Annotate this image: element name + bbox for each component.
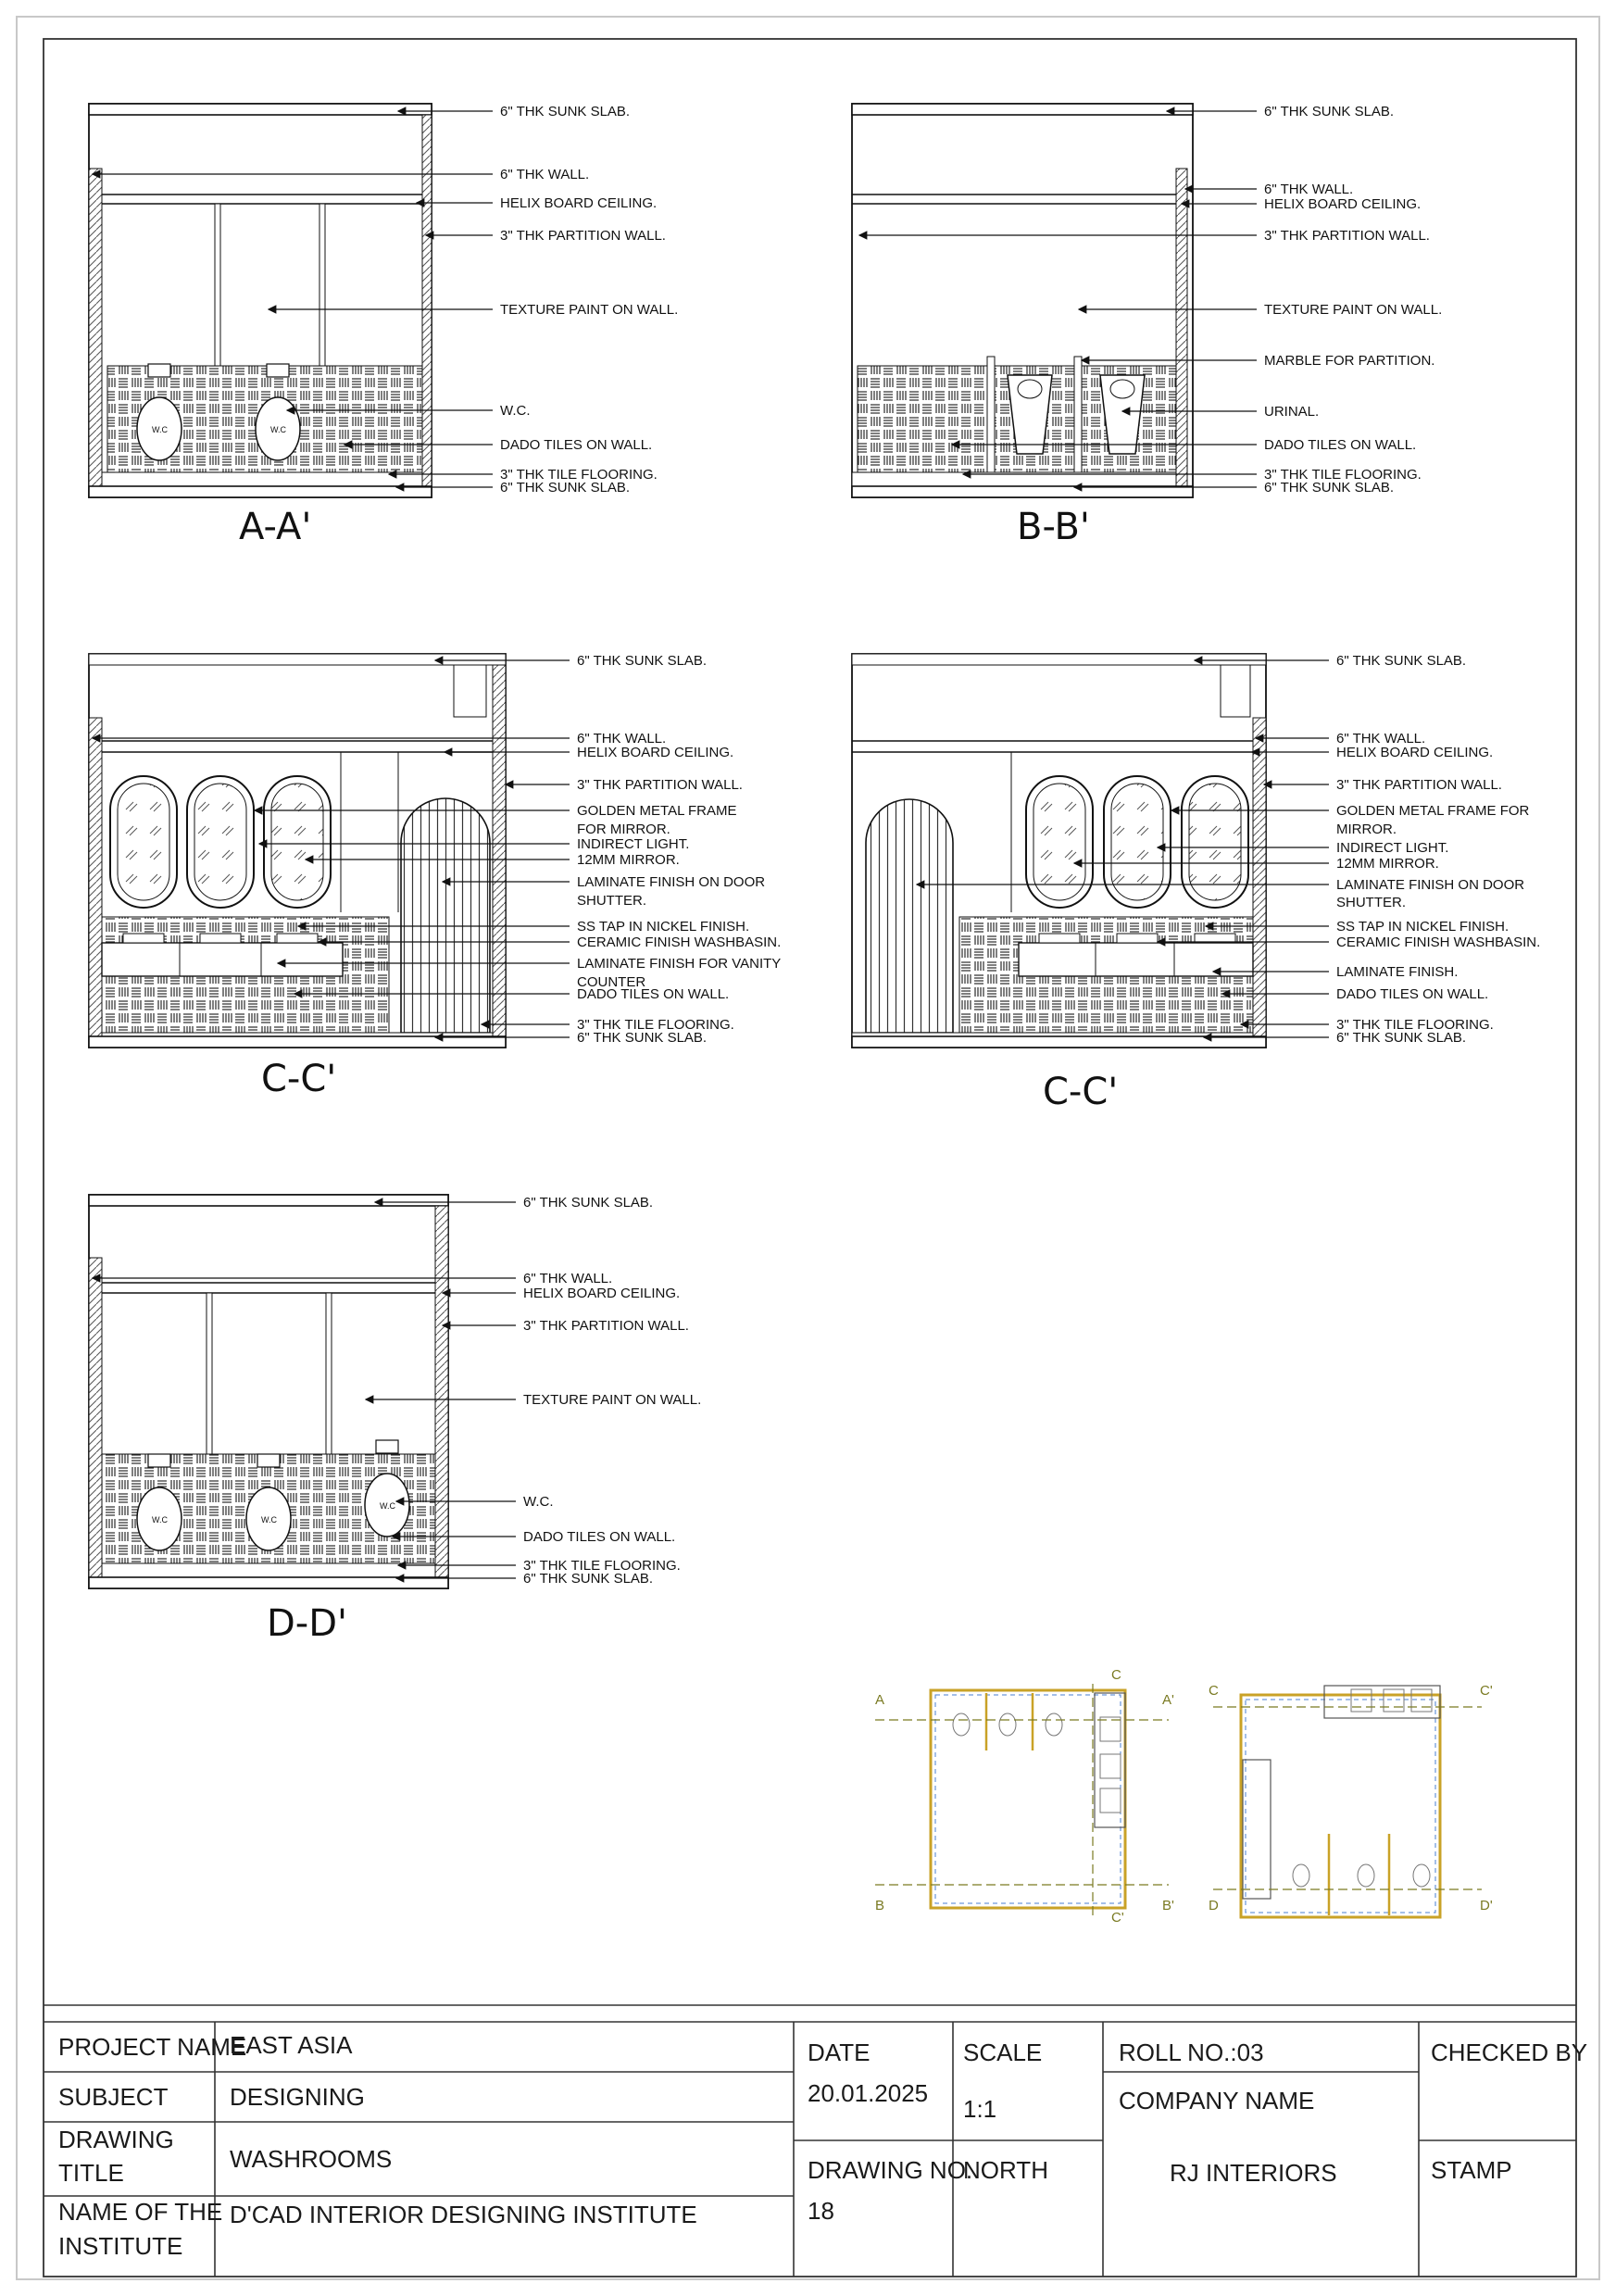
hatched-wall (89, 1258, 102, 1577)
north-label: NORTH (963, 2156, 1048, 2184)
section-marker: B' (1162, 1898, 1174, 1913)
washbasin-plan (1100, 1788, 1121, 1813)
annotation-label: LAMINATE FINISH FOR VANITY (577, 956, 782, 972)
urinal-bowl (1110, 380, 1134, 398)
institute-label-line2: INSTITUTE (58, 2232, 183, 2260)
hatched-wall (89, 169, 102, 486)
section-marker: C (1111, 1667, 1121, 1683)
sunk-slab (89, 1036, 506, 1048)
annotation-label: 6" THK SUNK SLAB. (1336, 653, 1467, 669)
subject-label: SUBJECT (58, 2083, 169, 2111)
washbasin (123, 934, 164, 943)
annotation-label: 6" THK WALL. (1264, 182, 1354, 197)
annotation-label: TEXTURE PAINT ON WALL. (500, 302, 679, 318)
elevation-d (89, 1195, 701, 1645)
annotation-label: DADO TILES ON WALL. (523, 1529, 676, 1545)
annotation-label: 6" THK WALL. (523, 1271, 613, 1286)
annotation-label: GOLDEN METAL FRAME (577, 803, 737, 819)
stamp-label: STAMP (1431, 2156, 1512, 2184)
section-marker: B (875, 1898, 885, 1913)
hatched-wall (1253, 718, 1266, 1036)
elevation-c2 (852, 653, 1540, 1113)
subject-value: DESIGNING (230, 2083, 365, 2111)
arched-door (866, 799, 953, 1033)
annotation-label: GOLDEN METAL FRAME FOR (1336, 803, 1530, 819)
wc-label: W.C (152, 1515, 168, 1524)
key-plan-left (875, 1667, 1174, 1926)
washbasin-plan (1411, 1689, 1432, 1712)
sunk-slab (89, 1577, 448, 1588)
annotation-label: SS TAP IN NICKEL FINISH. (1336, 919, 1510, 935)
washbasin (1117, 934, 1158, 943)
section-marker: C' (1480, 1683, 1493, 1699)
annotation-label: 3" THK TILE FLOORING. (577, 1017, 734, 1033)
sunk-slab (852, 104, 1193, 115)
annotation-label: INDIRECT LIGHT. (577, 836, 690, 852)
annotation-label: 12MM MIRROR. (1336, 856, 1439, 872)
annotation-label: 6" THK WALL. (1336, 731, 1426, 747)
institute-value: D'CAD INTERIOR DESIGNING INSTITUTE (230, 2201, 697, 2228)
door-frame (1243, 1760, 1271, 1899)
annotation-label: 6" THK SUNK SLAB. (1264, 480, 1395, 496)
annotation-label: HELIX BOARD CEILING. (577, 745, 734, 760)
project-name-value: EAST ASIA (230, 2031, 353, 2059)
checked-by-label: CHECKED BY (1431, 2039, 1588, 2066)
annotation-label: HELIX BOARD CEILING. (500, 195, 658, 211)
wc-label: W.C (152, 425, 168, 434)
washbasin-plan (1351, 1689, 1372, 1712)
annotation-label: 6" THK SUNK SLAB. (523, 1571, 654, 1587)
wc-plan (1293, 1864, 1309, 1887)
annotation-label: SHUTTER. (577, 893, 646, 909)
annotation-label: LAMINATE FINISH ON DOOR (1336, 877, 1525, 893)
drawing-title-label-line2: TITLE (58, 2159, 124, 2187)
washbasin (1039, 934, 1080, 943)
washbasin (200, 934, 241, 943)
annotation-label: TEXTURE PAINT ON WALL. (1264, 302, 1443, 318)
mirror-glass (194, 784, 246, 900)
annotation-label: SS TAP IN NICKEL FINISH. (577, 919, 750, 935)
elevation-title: D-D' (267, 1602, 348, 1645)
mirror-glass (1111, 784, 1163, 900)
drawing-no-label: DRAWING NO. (808, 2156, 973, 2184)
flush-tank (257, 1454, 280, 1467)
sunk-slab (852, 1036, 1266, 1048)
section-marker: C (1209, 1683, 1219, 1699)
elevation-c1 (89, 653, 781, 1100)
annotation-label: FOR MIRROR. (577, 822, 670, 837)
beam-drop (1221, 665, 1250, 717)
elevation-title: C-C' (261, 1058, 337, 1100)
sunk-slab (89, 1195, 448, 1206)
wc-label: W.C (380, 1501, 395, 1511)
sunk-slab (89, 654, 506, 665)
annotation-label: W.C. (523, 1494, 554, 1510)
elevation-a (89, 104, 678, 548)
section-marker: A' (1162, 1692, 1174, 1708)
hatched-wall (435, 1206, 448, 1577)
annotation-label: HELIX BOARD CEILING. (523, 1286, 681, 1301)
annotation-label: CERAMIC FINISH WASHBASIN. (577, 935, 782, 950)
annotation-label: INDIRECT LIGHT. (1336, 840, 1449, 856)
mirror-glass (118, 784, 169, 900)
washbasin (277, 934, 318, 943)
hatched-wall (422, 115, 432, 486)
wc-label: W.C (261, 1515, 277, 1524)
annotation-label: 6" THK SUNK SLAB. (523, 1195, 654, 1211)
wc-plan (1046, 1713, 1062, 1736)
urinal-bowl (1018, 380, 1042, 398)
drawing-title-value: WASHROOMS (230, 2145, 393, 2173)
sunk-slab (852, 486, 1193, 497)
annotation-label: 6" THK SUNK SLAB. (1264, 104, 1395, 119)
annotation-label: HELIX BOARD CEILING. (1336, 745, 1494, 760)
wc-label: W.C (270, 425, 286, 434)
washbasin-plan (1100, 1717, 1121, 1741)
drawing-title-label-line1: DRAWING (58, 2126, 174, 2153)
marble-partition (1074, 357, 1082, 472)
annotation-label: HELIX BOARD CEILING. (1264, 196, 1422, 212)
elevation-title: B-B' (1017, 506, 1090, 548)
annotation-label: 6" THK WALL. (577, 731, 667, 747)
mirror-glass (1189, 784, 1241, 900)
hatched-wall (493, 665, 506, 1036)
annotation-label: MARBLE FOR PARTITION. (1264, 353, 1435, 369)
sunk-slab (852, 654, 1266, 665)
annotation-label: 6" THK SUNK SLAB. (500, 480, 631, 496)
annotation-label: 12MM MIRROR. (577, 852, 680, 868)
annotation-label: 3" THK PARTITION WALL. (1264, 228, 1430, 244)
plan-wall (931, 1690, 1125, 1908)
beam-drop (454, 665, 486, 717)
annotation-label: COUNTER (577, 974, 646, 990)
annotation-label: 3" THK PARTITION WALL. (523, 1318, 689, 1334)
flush-tank (148, 364, 170, 377)
section-marker: A (875, 1692, 885, 1708)
vanity-block (1324, 1686, 1440, 1718)
annotation-label: 6" THK SUNK SLAB. (500, 104, 631, 119)
annotation-label: 6" THK WALL. (500, 167, 590, 182)
tile-flooring (102, 1563, 435, 1577)
roll-no: ROLL NO.:03 (1119, 2039, 1264, 2066)
wc-plan (1358, 1864, 1374, 1887)
annotation-label: 6" THK SUNK SLAB. (577, 1030, 708, 1046)
scale-label: SCALE (963, 2039, 1043, 2066)
annotation-label: SHUTTER. (1336, 895, 1406, 910)
annotation-label: TEXTURE PAINT ON WALL. (523, 1392, 702, 1408)
flush-tank (148, 1454, 170, 1467)
elevation-b (852, 104, 1442, 548)
annotation-label: MIRROR. (1336, 822, 1397, 837)
section-marker: C' (1111, 1910, 1124, 1926)
mirror-glass (1033, 784, 1085, 900)
section-marker: D (1209, 1898, 1219, 1913)
arched-door (401, 798, 490, 1033)
company-name-value: RJ INTERIORS (1170, 2159, 1337, 2187)
annotation-label: W.C. (500, 403, 531, 419)
hatched-wall (1176, 169, 1187, 486)
washbasin-plan (1100, 1754, 1121, 1778)
annotation-label: 3" THK TILE FLOORING. (1336, 1017, 1494, 1033)
flush-tank (267, 364, 289, 377)
annotation-label: DADO TILES ON WALL. (1336, 986, 1489, 1002)
scale-value: 1:1 (963, 2095, 997, 2123)
wc-plan (1413, 1864, 1430, 1887)
annotation-label: 3" THK TILE FLOORING. (523, 1558, 681, 1574)
tile-flooring (102, 472, 422, 486)
annotation-label: DADO TILES ON WALL. (577, 986, 730, 1002)
annotation-label: LAMINATE FINISH. (1336, 964, 1459, 980)
annotation-label: DADO TILES ON WALL. (1264, 437, 1417, 453)
annotation-label: LAMINATE FINISH ON DOOR (577, 874, 766, 890)
drawing-no-value: 18 (808, 2197, 834, 2225)
wc-plan (999, 1713, 1016, 1736)
annotation-label: 3" THK PARTITION WALL. (1336, 777, 1502, 793)
annotation-label: 3" THK PARTITION WALL. (577, 777, 743, 793)
annotation-label: URINAL. (1264, 404, 1320, 420)
date-value: 20.01.2025 (808, 2079, 929, 2107)
elevation-title: A-A' (239, 506, 312, 548)
annotation-label: 6" THK SUNK SLAB. (577, 653, 708, 669)
wc-plan (953, 1713, 970, 1736)
elevation-title: C-C' (1043, 1071, 1119, 1113)
mirror-glass (271, 784, 323, 900)
section-marker: D' (1480, 1898, 1493, 1913)
company-name-label: COMPANY NAME (1119, 2087, 1315, 2114)
annotation-label: 3" THK TILE FLOORING. (500, 467, 658, 483)
institute-label-line1: NAME OF THE (58, 2198, 223, 2226)
hatched-wall (89, 718, 102, 1036)
washbasin-plan (1384, 1689, 1404, 1712)
key-plan-right (1209, 1683, 1493, 1917)
date-label: DATE (808, 2039, 871, 2066)
annotation-label: CERAMIC FINISH WASHBASIN. (1336, 935, 1541, 950)
annotation-label: 3" THK TILE FLOORING. (1264, 467, 1422, 483)
vanity-counter (102, 943, 343, 976)
annotation-label: 3" THK PARTITION WALL. (500, 228, 666, 244)
marble-partition (987, 357, 995, 472)
ceiling-outline (1246, 1700, 1435, 1913)
annotation-label: 6" THK SUNK SLAB. (1336, 1030, 1467, 1046)
project-name-label: PROJECT NAME (58, 2033, 247, 2061)
flush-tank (376, 1440, 398, 1453)
annotation-label: DADO TILES ON WALL. (500, 437, 653, 453)
sunk-slab (89, 104, 432, 115)
sunk-slab (89, 486, 432, 497)
